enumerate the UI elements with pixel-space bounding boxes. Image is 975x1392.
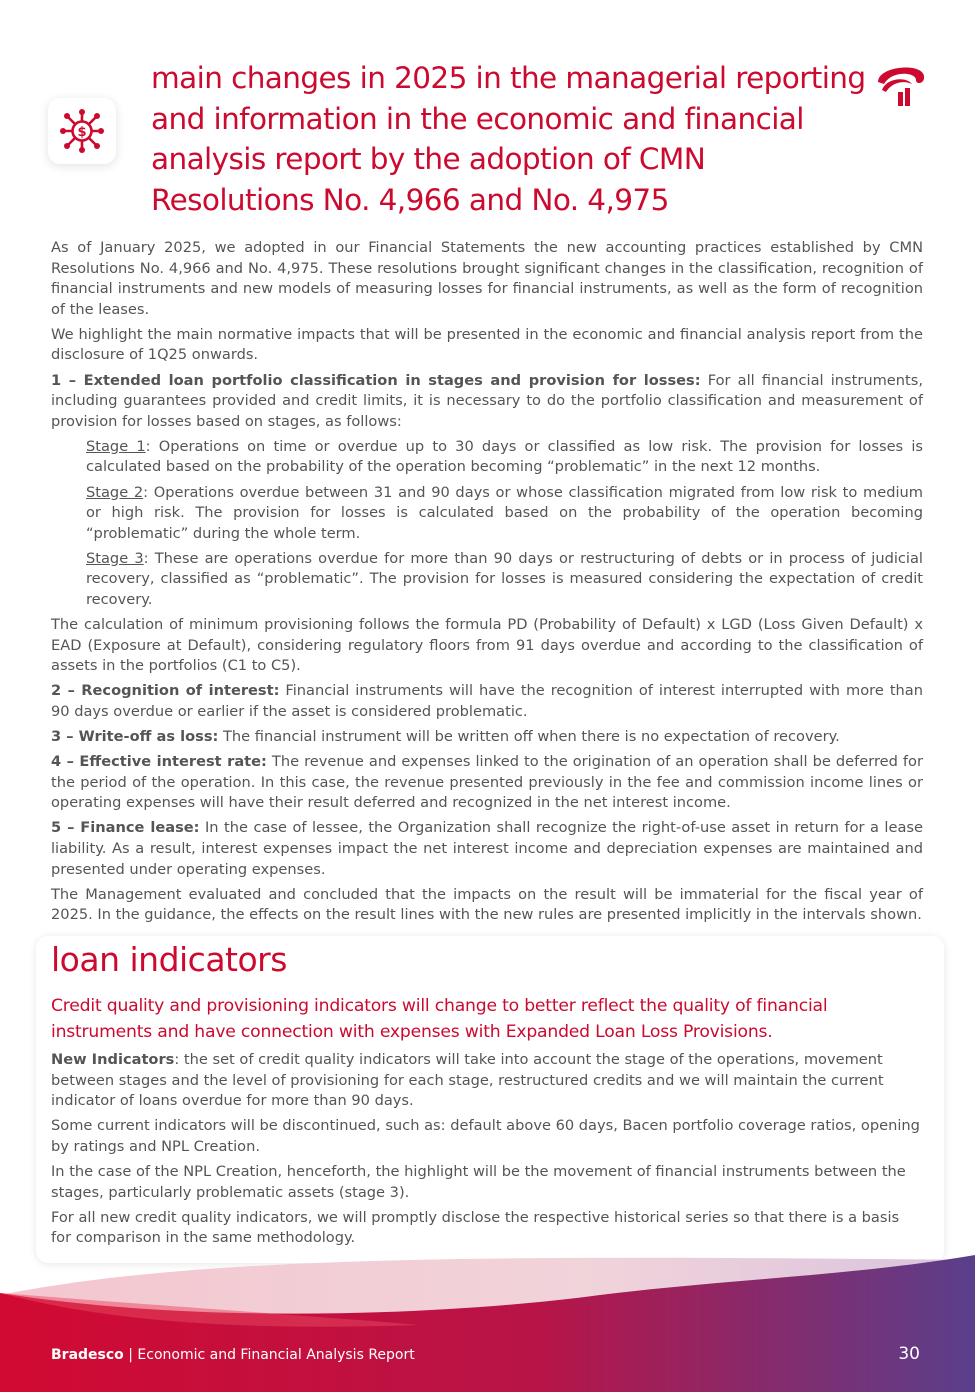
footer-brand: Bradesco — [51, 1347, 124, 1363]
footer-report-title: Economic and Financial Analysis Report — [137, 1347, 415, 1363]
footer-separator: | — [123, 1347, 138, 1363]
loan-indicators-card — [36, 936, 944, 1263]
footer-wave — [0, 1255, 975, 1392]
item-4-text: The revenue and expenses linked to the origination of an operation shall be deferred for the period of the operation. In this case, the revenue presented previously in the fee and commission income lines or operating expenses will have their result deferred and recognized in the net interest income. — [51, 753, 923, 812]
stage-2-text: : Operations overdue between 31 and 90 days or whose classification migrated from low risk to medium or high risk. The provision for losses is calculated based on the probability of the operation becoming “problematic” during the whole term. — [86, 483, 923, 542]
loan-indicators-lead: Credit quality and provisioning indicators will change to better reflect the quality of financial instruments and have connection with expenses with Expanded Loan Loss Provisions. — [51, 996, 828, 1042]
item-2-paragraph — [51, 681, 923, 722]
item-5-paragraph — [51, 818, 923, 880]
item-5-label: 5 – Finance lease: — [51, 819, 200, 837]
page-number: 30 — [898, 1344, 920, 1364]
page-title: main changes in 2025 in the managerial reporting and information in the economic and financial analysis report by the adoption of CMN Resolutions No. 4,966 and No. 4,975 — [151, 61, 866, 217]
item-1-text: For all financial instruments, including guarantees provided and credit limits, it is necessary to do the portfolio classification and measurement of provision for losses based on stages, as follows: — [51, 371, 923, 430]
intro-paragraph: As of January 2025, we adopted in our Financial Statements the new accounting practices established by CMN Resolutions No. 4,966 and No. 4,975. These resolutions brought significant changes in the classification, recognition of financial instruments and new models of measuring losses for financial instruments, as well as the form of recognition of the leases. — [51, 239, 923, 318]
stage-3-text: : These are operations overdue for more than 90 days or restructuring of debts or in process of judicial recovery, classified as “problematic”. The provision for losses is measured considering the expectation of credit recovery. — [86, 549, 923, 608]
discontinued-paragraph: Some current indicators will be discontinued, such as: default above 60 days, Bacen portfolio coverage ratios, opening by ratings and NPL Creation. — [51, 1117, 920, 1155]
historical-series-paragraph: For all new credit quality indicators, we will promptly disclose the respective historical series so that there is a basis for comparison in the same methodology. — [51, 1208, 900, 1247]
item-3-text: The financial instrument will be written off when there is no expectation of recovery. — [218, 728, 840, 746]
header-icon-box — [48, 98, 116, 164]
item-3-label: 3 – Write-off as loss: — [51, 728, 219, 746]
stage-1-name: Stage 1 — [86, 437, 146, 455]
footer-text — [51, 1347, 415, 1363]
conclusion-paragraph: The Management evaluated and concluded that the impacts on the result will be immaterial for the fiscal year of 2025. In the guidance, the effects on the result lines with the new rules are presented implicitly in the intervals shown. — [51, 885, 923, 924]
loan-indicators-body — [51, 1050, 921, 1253]
item-5-text: In the case of lessee, the Organization shall recognize the right-of-use asset in return for a lease liability. As a result, interest expenses impact the net interest income and depreciation expenses are maintained and presented under operating expenses. — [51, 819, 923, 878]
item-4-label: 4 – Effective interest rate: — [51, 753, 267, 771]
stage-1-paragraph — [51, 437, 923, 478]
loan-indicators-title: loan indicators — [51, 940, 287, 979]
stage-2-paragraph — [51, 483, 923, 545]
new-indicators-text: : the set of credit quality indicators will take into account the stage of the operations, movement between stages and the level of provisioning for each stage, restructured credits and we will maintain the current indicator of loans overdue for more than 90 days. — [51, 1051, 884, 1110]
money-network-icon — [59, 108, 105, 154]
calculation-paragraph: The calculation of minimum provisioning follows the formula PD (Probability of Default) x LGD (Loss Given Default) x EAD (Exposure at Default), considering regulatory floors from 91 days overdue and according to the classification of assets in the portfolios (C1 to C5). — [51, 616, 923, 675]
npl-creation-paragraph: In the case of the NPL Creation, henceforth, the highlight will be the movement of financial instruments between the stages, particularly problematic assets (stage 3). — [51, 1162, 906, 1201]
item-2-text: Financial instruments will have the recognition of interest interrupted with more than 90 days overdue or earlier if the asset is considered problematic. — [51, 682, 923, 720]
intro-paragraph: We highlight the main normative impacts that will be presented in the economic and financial analysis report from the disclosure of 1Q25 onwards. — [51, 325, 923, 364]
item-1-paragraph — [51, 371, 923, 433]
stage-1-text: : Operations on time or overdue up to 30 days or classified as low risk. The provision for losses is calculated based on the probability of the operation becoming “problematic” in the next 12 months. — [86, 437, 923, 476]
stage-2-name: Stage 2 — [86, 483, 144, 501]
item-2-label: 2 – Recognition of interest: — [51, 682, 280, 700]
item-1-label: 1 – Extended loan portfolio classification in stages and provision for losses: — [51, 371, 701, 389]
new-indicators-paragraph — [51, 1050, 921, 1112]
stage-3-name: Stage 3 — [86, 549, 144, 567]
stage-3-paragraph — [51, 549, 923, 611]
new-indicators-label: New Indicators — [51, 1051, 175, 1068]
bradesco-logo — [872, 58, 928, 108]
item-4-paragraph — [51, 752, 923, 814]
item-3-paragraph — [51, 727, 923, 748]
main-content — [51, 238, 923, 930]
svg-text:$: $ — [77, 125, 87, 140]
